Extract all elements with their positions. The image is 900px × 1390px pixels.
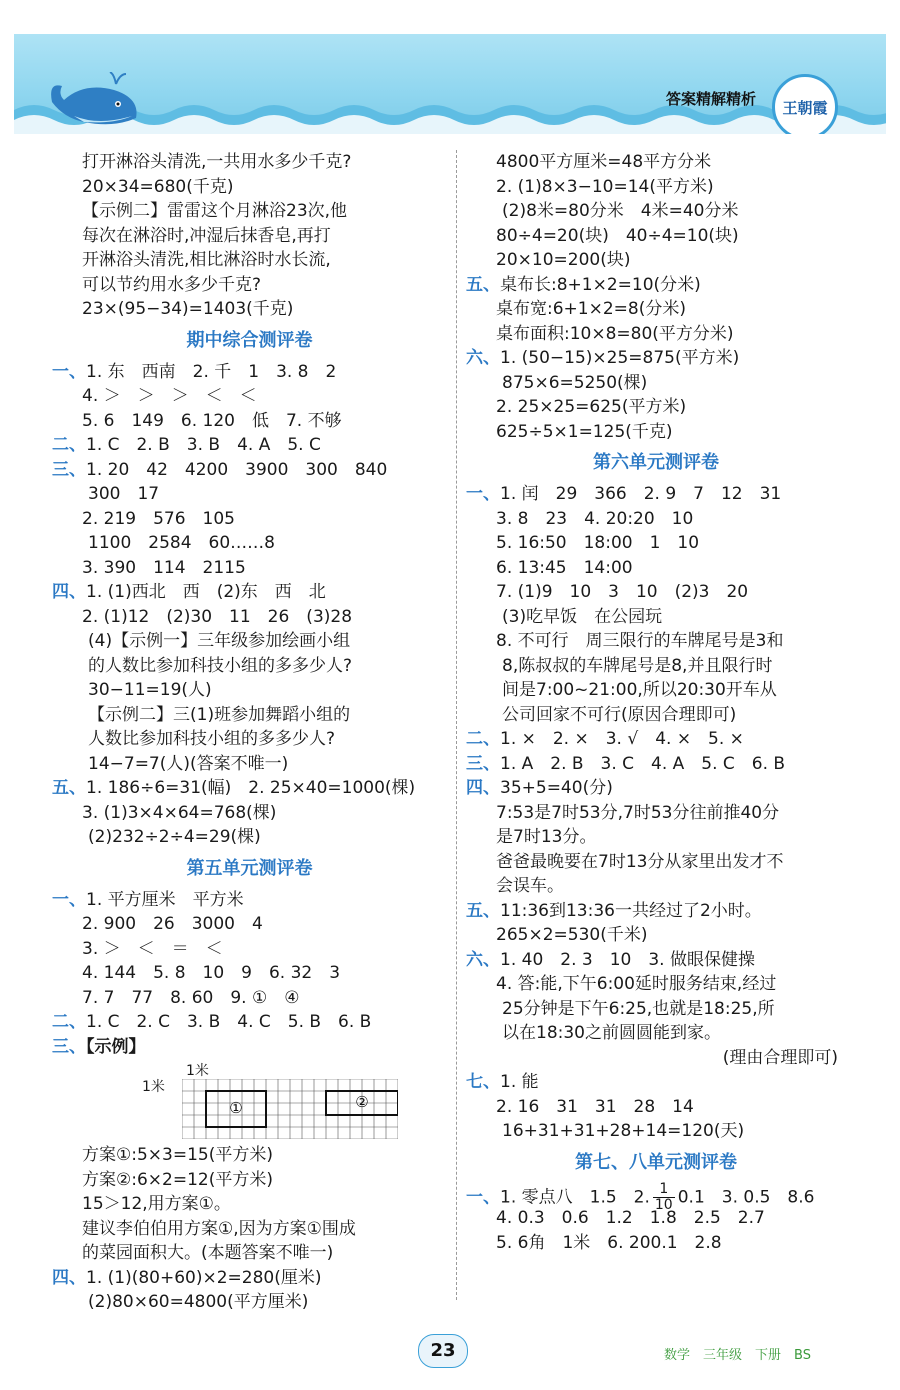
answer-line [52, 224, 447, 249]
answer-line [52, 937, 447, 962]
section-number: 四、 [466, 778, 500, 798]
answer-line [52, 507, 447, 532]
section-title [52, 850, 447, 888]
answer-line [466, 1231, 846, 1256]
section-number: 二、 [52, 435, 86, 455]
answer-text: 1. 东 西南 2. 千 1 3. 8 2 [86, 361, 337, 382]
answer-text: 8,陈叔叔的车牌尾号是8,并且限行时 [502, 655, 773, 676]
answer-text: 1. (1)(80+60)×2=280(厘米) [86, 1267, 322, 1288]
section-number: 七、 [466, 1072, 500, 1092]
section-title [52, 322, 447, 360]
answer-line [52, 727, 447, 752]
answer-text: 桌布面积:10×8=80(平方分米) [496, 323, 734, 344]
answer-line [466, 482, 846, 507]
section-number: 五、 [466, 900, 500, 921]
answer-line [52, 912, 447, 937]
answer-line [466, 297, 846, 322]
answer-text: (2)232÷2÷4=29(棵) [88, 827, 261, 847]
answer-text: 是7时13分。 [496, 827, 597, 847]
answer-text: 桌布宽:6+1×2=8(分米) [496, 299, 686, 319]
answer-text: 方案①:5×3=15(平方米) [82, 1145, 273, 1165]
answer-text: 1. 40 2. 3 10 3. 做眼保健操 [500, 949, 755, 970]
fraction-denominator: 10 [654, 1196, 673, 1213]
answer-text: 2. 16 31 31 28 14 [496, 1096, 694, 1117]
answer-line [466, 825, 846, 850]
answer-text: 30−11=19(人) [88, 680, 212, 700]
left-column [52, 150, 447, 1315]
column-divider [456, 150, 457, 1300]
answer-text: 2. 219 576 105 [82, 508, 235, 529]
answer-text: 5. 6 149 6. 120 低 7. 不够 [82, 410, 342, 431]
answer-line [52, 199, 447, 224]
answer-text: 会误车。 [496, 876, 564, 896]
answer-line [52, 888, 447, 913]
section-number: 三、 [466, 753, 500, 774]
answer-line [52, 703, 447, 728]
answer-line [52, 458, 447, 483]
section-number: 四、 [52, 582, 86, 602]
answer-line [466, 395, 846, 420]
answer-line [466, 678, 846, 703]
answer-text: 打开淋浴头清洗,一共用水多少千克? [82, 152, 352, 172]
answer-text: 1. × 2. × 3. √ 4. × 5. × [500, 729, 744, 749]
answer-text: 建议李伯伯用方案①,因为方案①围成 [82, 1218, 356, 1239]
answer-line [52, 1266, 447, 1291]
answer-text: 1. A 2. B 3. C 4. A 5. C 6. B [500, 753, 786, 774]
answer-text: 1. C 2. C 3. B 4. C 5. B 6. B [86, 1012, 372, 1032]
answer-text: 25分钟是下午6:25,也就是18:25,所 [502, 998, 775, 1019]
answer-line [466, 923, 846, 948]
answer-text: 的菜园面积大。(本题答案不唯一) [82, 1243, 334, 1263]
brand-logo [772, 74, 838, 134]
answer-text: 2. (1)8×3−10=14(平方米) [496, 176, 714, 197]
answer-line [466, 629, 846, 654]
answer-text: 15＞12,用方案①。 [82, 1194, 231, 1214]
answer-line [466, 371, 846, 396]
fraction-numerator: 1 [653, 1182, 675, 1198]
section-title [466, 1144, 846, 1182]
answer-text: 23×(95−34)=1403(千克) [82, 299, 294, 319]
answer-text: 3. 390 114 2115 [82, 557, 246, 578]
answer-line [52, 605, 447, 630]
answer-line [466, 948, 846, 973]
answer-line [52, 752, 447, 777]
answer-line [52, 801, 447, 826]
answer-text: 方案②:6×2=12(平方米) [82, 1169, 273, 1190]
answer-line [52, 409, 447, 434]
answer-text: 3. ＞ ＜ ＝ ＜ [82, 938, 223, 959]
answer-text: 1. 186÷6=31(幅) 2. 25×40=1000(棵) [86, 778, 416, 798]
answer-text: 7. 7 77 8. 60 9. ① ④ [82, 987, 300, 1008]
answer-line [466, 752, 846, 777]
answer-text: 2. (1)12 (2)30 11 26 (3)28 [82, 606, 353, 627]
answer-text: 7:53是7时53分,7时53分往前推40分 [496, 802, 780, 823]
answer-line [52, 825, 447, 850]
answer-text: 开淋浴头清洗,相比淋浴时水长流, [82, 250, 331, 270]
answer-text: 7. (1)9 10 3 10 (2)3 20 [496, 582, 749, 602]
answer-text: 1. 平方厘米 平方米 [86, 889, 244, 910]
answer-text: (2)80×60=4800(平方厘米) [88, 1292, 309, 1312]
section-number: 二、 [52, 1012, 86, 1032]
answer-line [466, 727, 846, 752]
answer-line [52, 384, 447, 409]
answer-line [466, 175, 846, 200]
answer-text: 桌布长:8+1×2=10(分米) [500, 274, 701, 295]
answer-text: 1. 能 [500, 1072, 539, 1092]
grid-diagram [182, 1079, 398, 1139]
answer-text: 4. 0.3 0.6 1.2 1.8 2.5 2.7 [496, 1208, 765, 1228]
answer-line [466, 420, 846, 445]
section-number: 六、 [466, 949, 500, 970]
answer-text: 1100 2584 60……8 [88, 533, 275, 553]
answer-line [466, 1021, 846, 1046]
section-number: 一、 [466, 484, 500, 504]
answer-text: (4)【示例一】三年级参加绘画小组 [88, 631, 351, 651]
answer-line [52, 1192, 447, 1217]
answer-line [466, 874, 846, 899]
plan-1-label: ① [229, 1099, 243, 1117]
answer-text: 265×2=530(千米) [496, 925, 648, 945]
answer-line [52, 1241, 447, 1266]
answer-line [52, 1290, 447, 1315]
answer-line [466, 556, 846, 581]
answer-text: 每次在淋浴时,冲湿后抹香皂,再打 [82, 225, 331, 246]
answer-line [466, 776, 846, 801]
answer-text: 625÷5×1=125(千克) [496, 421, 673, 442]
answer-line [466, 322, 846, 347]
answer-text: 20×34=680(千克) [82, 176, 234, 197]
page-header [14, 34, 886, 134]
answer-text: 公司回家不可行(原因合理即可) [502, 704, 737, 725]
answer-line [466, 605, 846, 630]
answer-line [52, 1143, 447, 1168]
area-grid-figure [142, 1059, 447, 1143]
grid-left-label: 1米 [142, 1079, 165, 1095]
answer-line [466, 248, 846, 273]
answer-text: 8. 不可行 周三限行的车牌尾号是3和 [496, 631, 784, 651]
brand-name: 王朝霞 [782, 98, 828, 117]
answer-line [466, 273, 846, 298]
answer-line [466, 1095, 846, 1120]
answer-line [52, 556, 447, 581]
section-number: 四、 [52, 1267, 86, 1288]
answer-line [52, 273, 447, 298]
answer-text: 300 17 [88, 484, 160, 504]
whale-icon [44, 72, 144, 134]
answer-line [466, 346, 846, 371]
answer-text: 14−7=7(人)(答案不唯一) [88, 753, 289, 774]
answer-line [466, 224, 846, 249]
answer-text: 以在18:30之前圆圆能到家。 [502, 1023, 721, 1043]
section-title [466, 444, 846, 482]
answer-line [52, 482, 447, 507]
answer-text: 间是7:00~21:00,所以20:30开车从 [502, 680, 777, 700]
section-number: 五、 [466, 274, 500, 295]
answer-text: 【示例二】雷雷这个月淋浴23次,他 [82, 201, 348, 221]
page-number: 23 [418, 1334, 468, 1368]
answer-text: 35+5=40(分) [500, 778, 613, 798]
answer-line [466, 1180, 846, 1213]
answer-line [52, 433, 447, 458]
answer-text: (2)8米=80分米 4米=40分米 [502, 201, 739, 221]
answer-text: (理由合理即可) [722, 1047, 838, 1068]
answer-text: 2. 25×25=625(平方米) [496, 397, 687, 417]
section-title-text: 期中综合测评卷 [186, 329, 313, 351]
answer-text: 1. (1)西北 西 (2)东 西 北 [86, 582, 326, 602]
plan-2-label: ② [355, 1093, 369, 1111]
answer-line [466, 1206, 846, 1231]
answer-line [466, 150, 846, 175]
answer-text: 3. 8 23 4. 20:20 10 [496, 508, 694, 529]
answer-line [466, 899, 846, 924]
section-number: 三、 [52, 459, 86, 480]
answer-text: 【示例】 [86, 1036, 146, 1057]
answer-line [52, 1217, 447, 1242]
answer-line [52, 1035, 447, 1060]
answer-text: 11:36到13:36一共经过了2小时。 [500, 900, 762, 921]
section-number: 三、 [52, 1036, 86, 1057]
answer-line [52, 629, 447, 654]
section-number: 五、 [52, 778, 86, 798]
answer-line [466, 997, 846, 1022]
answer-line [466, 531, 846, 556]
answer-line [52, 986, 447, 1011]
answer-line [466, 580, 846, 605]
section-title-text: 第五单元测评卷 [186, 857, 313, 879]
answer-text: 4. 答:能,下午6:00延时服务结束,经过 [496, 974, 777, 994]
answer-text: 1. (50−15)×25=875(平方米) [500, 348, 740, 368]
section-title-text: 第六单元测评卷 [593, 452, 719, 473]
answer-line [466, 850, 846, 875]
answer-line [52, 1010, 447, 1035]
answer-line [52, 297, 447, 322]
answer-text: 可以节约用水多少千克? [82, 274, 262, 295]
answer-text: 5. 16:50 18:00 1 10 [496, 533, 700, 553]
answer-line [52, 531, 447, 556]
answer-line [52, 678, 447, 703]
answer-text: 【示例二】三(1)班参加舞蹈小组的 [88, 704, 351, 725]
answer-text: 0.1 3. 0.5 8.6 [677, 1187, 815, 1207]
answer-text: 人数比参加科技小组的多多少人? [88, 729, 336, 749]
answer-text: 4800平方厘米=48平方分米 [496, 152, 712, 172]
answer-text: 1. 零点八 1.5 2. [500, 1187, 650, 1207]
answer-line [466, 1070, 846, 1095]
answer-text: 的人数比参加科技小组的多多少人? [88, 655, 353, 676]
answer-text: 1. C 2. B 3. B 4. A 5. C [86, 435, 321, 455]
answer-line [466, 1119, 846, 1144]
answer-text: 80÷4=20(块) 40÷4=10(块) [496, 225, 739, 246]
answer-text: 5. 6角 1米 6. 200.1 2.8 [496, 1232, 722, 1253]
section-number: 一、 [52, 889, 86, 910]
section-number: 六、 [466, 348, 500, 368]
answer-line [466, 703, 846, 728]
answer-line [466, 801, 846, 826]
answer-line [52, 654, 447, 679]
answer-text: 875×6=5250(棵) [502, 372, 648, 393]
section-number: 一、 [466, 1187, 500, 1207]
answer-text: 16+31+31+28+14=120(天) [502, 1121, 745, 1141]
right-column [466, 150, 846, 1255]
answer-line [52, 248, 447, 273]
answer-line [52, 175, 447, 200]
answer-line [466, 1046, 846, 1071]
answer-line [52, 580, 447, 605]
answer-text: 1. 闰 29 366 2. 9 7 12 31 [500, 484, 782, 504]
section-number: 一、 [52, 361, 86, 382]
answer-text: 4. ＞ ＞ ＞ ＜ ＜ [82, 386, 257, 406]
grid-top-label: 1米 [186, 1063, 209, 1079]
section-number: 二、 [466, 729, 500, 749]
answer-text: (3)吃早饭 在公园玩 [502, 606, 663, 627]
answer-line [466, 507, 846, 532]
answer-text: 4. 144 5. 8 10 9 6. 32 3 [82, 963, 341, 983]
answer-text: 20×10=200(块) [496, 250, 631, 270]
answer-line [52, 150, 447, 175]
answer-text: 6. 13:45 14:00 [496, 557, 633, 578]
answer-line [52, 776, 447, 801]
answer-line [52, 961, 447, 986]
footer-subject: 数学 三年级 下册 BS [664, 1348, 811, 1363]
answer-text: 爸爸最晚要在7时13分从家里出发才不 [496, 851, 784, 872]
section-title-text: 第七、八单元测评卷 [575, 1151, 737, 1173]
header-title: 答案精解精析 [665, 90, 756, 108]
answer-line [466, 972, 846, 997]
answer-text: 1. 20 42 4200 3900 300 840 [86, 459, 388, 480]
answer-line [466, 654, 846, 679]
answer-text: 3. (1)3×4×64=768(棵) [82, 802, 277, 823]
answer-line [466, 199, 846, 224]
answer-text: 2. 900 26 3000 4 [82, 914, 263, 934]
answer-line [52, 1168, 447, 1193]
answer-line [52, 360, 447, 385]
